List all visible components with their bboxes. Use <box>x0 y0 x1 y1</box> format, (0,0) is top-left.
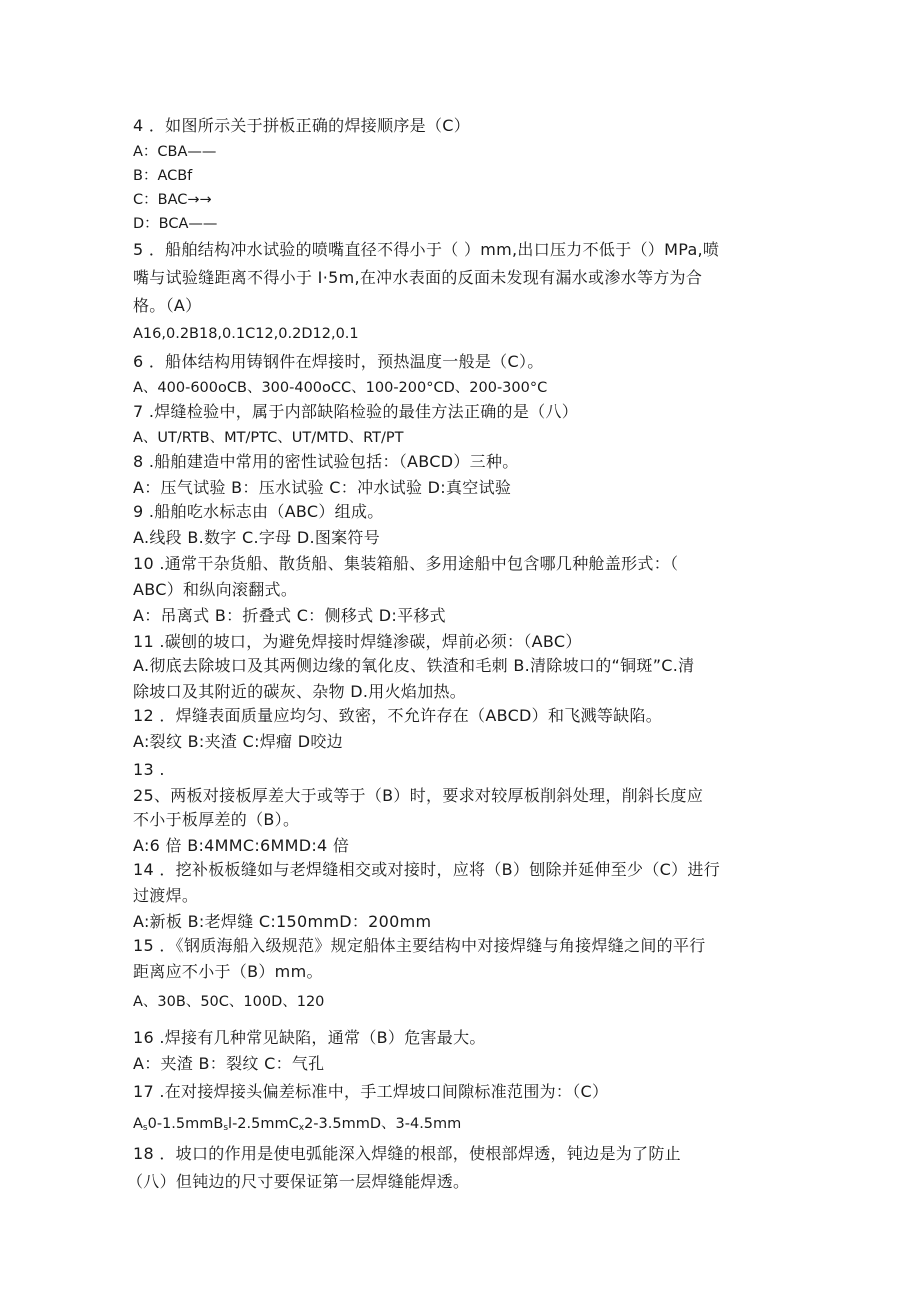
q17-b-sub: s <box>223 1123 229 1133</box>
question-14-line-2: 过渡焊。 <box>133 886 199 905</box>
q11-options-line-2: 除坡口及其附近的碳灰、杂物 D.用火焰加热。 <box>133 682 467 701</box>
question-10-line-1: 10 .通常干杂货船、散货船、集装箱船、多用途船中包含哪几种舱盖形式：（ <box>133 554 679 573</box>
q17-options <box>133 1114 461 1138</box>
question-6: 6 ．船体结构用铸钢件在焊接时，预热温度一般是（C）。 <box>133 352 544 371</box>
question-17: 17 .在对接焊接头偏差标准中，手工焊坡口间隙标准范围为：（C） <box>133 1082 609 1101</box>
question-25-line-1: 25、两板对接板厚差大于或等于（B）时，要求对较厚板削斜处理，削斜长度应 <box>133 786 704 805</box>
q17-a-rest: 0-1.5mmB <box>147 1116 224 1132</box>
question-10-line-2: ABC）和纵向滚翻式。 <box>133 580 298 599</box>
q4-option-a: A：CBA—— <box>133 144 217 160</box>
q6-options: A、400-600oCB、300-400oCC、100-200°CD、200-300°C <box>133 380 548 396</box>
q8-options: A：压气试验 B：压水试验 C：冲水试验 D:真空试验 <box>133 478 512 497</box>
question-5-line-1: 5 ．船舶结构冲水试验的喷嘴直径不得小于（ ）mm,出口压力不低于（）MPa,喷 <box>133 240 720 259</box>
q4-option-c: C：BAC→→ <box>133 192 212 208</box>
question-8: 8 .船舶建造中常用的密性试验包括：（ABCD）三种。 <box>133 452 519 471</box>
question-25-line-2: 不小于板厚差的（B）。 <box>133 810 300 829</box>
question-14-line-1: 14 ．挖补板板缝如与老焊缝相交或对接时，应将（B）刨除并延伸至少（C）进行 <box>133 860 720 879</box>
question-18-line-2: （八）但钝边的尺寸要保证第一层焊缝能焊透。 <box>127 1172 470 1191</box>
question-5-line-2: 嘴与试验缝距离不得小于 I·5m,在冲水表面的反面未发现有漏水或渗水等方为合 <box>133 268 703 287</box>
question-15-line-1: 15 ．《钢质海船入级规范》规定船体主要结构中对接焊缝与角接焊缝之间的平行 <box>133 936 706 955</box>
q9-options: A.线段 B.数字 C.字母 D.图案符号 <box>133 528 381 547</box>
q17-c-sub: x <box>298 1123 305 1133</box>
question-5-line-3: 格。（A） <box>133 296 202 315</box>
question-15-line-2: 距离应不小于（B）mm。 <box>133 962 323 981</box>
q17-c-rest: 2-3.5mmD、3-4.5mm <box>304 1116 462 1132</box>
q11-options-line-1: A.彻底去除坡口及其两侧边缘的氧化皮、铁渣和毛刺 B.清除坡口的“铜斑”C.清 <box>133 656 695 675</box>
q17-a-lead: A <box>133 1116 143 1132</box>
q5-options: A16,0.2B18,0.1C12,0.2D12,0.1 <box>133 326 359 342</box>
q12-options: A:裂纹 B:夹渣 C:焊瘤 D咬边 <box>133 732 343 751</box>
q15-options: A、30B、50C、100D、120 <box>133 994 325 1010</box>
q17-a-sub: s <box>142 1123 148 1133</box>
question-7: 7 .焊缝检验中，属于内部缺陷检验的最佳方法正确的是（八） <box>133 402 579 421</box>
q4-option-d: D：BCA—— <box>133 216 218 232</box>
question-11: 11 .碳刨的坡口，为避免焊接时焊缝渗碳，焊前必须：（ABC） <box>133 632 582 651</box>
q25-options: A:6 倍 B:4MMC:6MMD:4 倍 <box>133 836 350 855</box>
q14-options: A:新板 B:老焊缝 C:150mmD：200mm <box>133 912 432 931</box>
question-4: 4 ．如图所示关于拼板正确的焊接顺序是（C） <box>133 116 471 135</box>
q10-options: A：吊离式 B：折叠式 C：侧移式 D:平移式 <box>133 606 446 625</box>
question-9: 9 .船舶吃水标志由（ABC）组成。 <box>133 502 384 521</box>
question-18-line-1: 18 ．坡口的作用是使电弧能深入焊缝的根部，使根部焊透，钝边是为了防止 <box>133 1144 681 1163</box>
question-16: 16 .焊接有几种常见缺陷，通常（B）危害最大。 <box>133 1028 486 1047</box>
q7-options: A、UT/RTB、MT/PTC、UT/MTD、RT/PT <box>133 430 404 446</box>
q4-option-b: B：ACBf <box>133 168 193 184</box>
q16-options: A：夹渣 B：裂纹 C：气孔 <box>133 1054 325 1073</box>
q17-b-rest: l-2.5mmC <box>228 1116 299 1132</box>
question-13: 13 . <box>133 760 165 779</box>
question-12: 12 ．焊缝表面质量应均匀、致密，不允许存在（ABCD）和飞溅等缺陷。 <box>133 706 663 725</box>
